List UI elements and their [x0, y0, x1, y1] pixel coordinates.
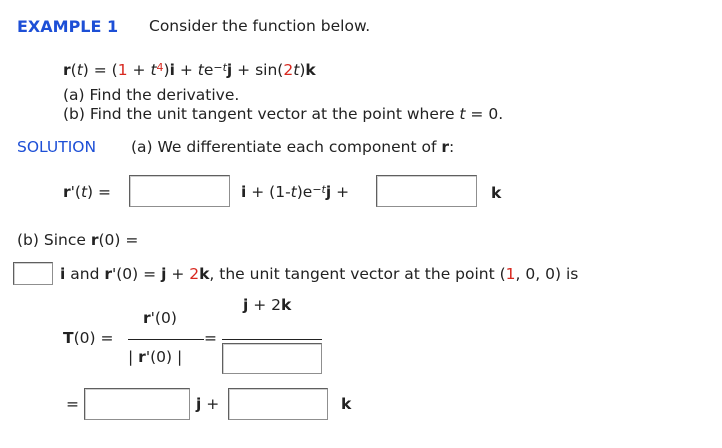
r0-value-input[interactable] [13, 262, 53, 285]
function-definition: $r(t) = (1 + t^4)i + te^{-t}j + \sin(2t)k$ [63, 61, 316, 79]
k-unit: k [305, 61, 316, 79]
part-a-prompt: (a) Find the derivative. [63, 86, 240, 104]
exponent-four: 4 [156, 61, 164, 74]
fraction-bar-2 [222, 339, 322, 340]
j-unit: j [226, 61, 233, 79]
final-k-input[interactable] [228, 388, 328, 420]
derivative-k-label: k [491, 184, 502, 202]
derivative-middle: $i + (1-t)e^{-t}j$ + [241, 183, 350, 201]
tangent-statement: i and r'(0) = j + 2k, the unit tangent vector at the point (1, 0, 0) is [60, 265, 579, 283]
example-label: EXAMPLE 1 [17, 17, 119, 36]
equals-sign: = [204, 329, 217, 347]
numerator-vector: j + 2k [243, 296, 292, 314]
unit-tangent-lhs: T(0) = [63, 329, 114, 347]
derivative-i-component-input[interactable] [129, 175, 230, 207]
denominator-input[interactable] [222, 343, 322, 374]
final-j-label: j + [196, 395, 220, 413]
part-b-since: (b) Since r(0) = [17, 231, 139, 249]
solution-part-a: (a) We differentiate each component of r: [131, 138, 455, 156]
derivative-k-component-input[interactable] [376, 175, 477, 207]
derivative-lhs: r'(t) = [63, 183, 112, 201]
coefficient-two: 2 [283, 61, 294, 79]
solution-label: SOLUTION [17, 138, 97, 156]
fraction-numerator: r'(0) [143, 309, 177, 327]
r-vector-symbol: r [63, 61, 71, 79]
exponent-neg-t: −t [213, 61, 227, 74]
final-equals: = [66, 395, 79, 413]
term-one: 1 [117, 61, 128, 79]
i-unit: i [169, 61, 175, 79]
fraction-bar [128, 339, 204, 340]
part-b-prompt: (b) Find the unit tangent vector at the point where t = 0. [63, 105, 504, 123]
final-j-input[interactable] [84, 388, 190, 420]
final-k-label: k [341, 395, 352, 413]
fraction-denominator: | r'(0) | [128, 348, 183, 366]
function-lhs: (t) = ( [70, 61, 118, 79]
example-description: Consider the function below. [149, 17, 371, 35]
